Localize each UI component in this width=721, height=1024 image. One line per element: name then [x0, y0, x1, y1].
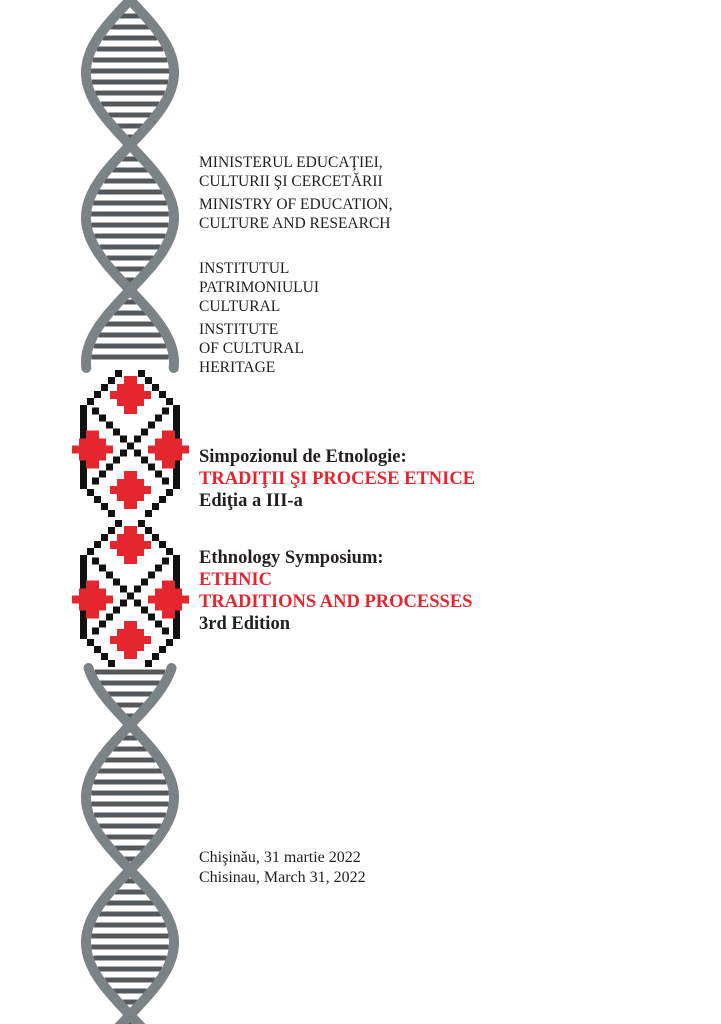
stitch	[92, 628, 99, 635]
stitch	[80, 475, 87, 482]
helix-strands-bottom	[86, 668, 174, 1024]
symposium-ro-label: Simpozionul de Etnologie:	[199, 447, 407, 467]
stitch	[80, 625, 87, 632]
stitch	[92, 408, 99, 415]
stitch	[87, 489, 94, 496]
stitch	[99, 471, 106, 478]
helix-strands-top	[86, 0, 174, 368]
stitch	[120, 586, 127, 593]
stitch	[87, 639, 94, 646]
helix-rung	[97, 47, 164, 52]
red-motif	[110, 391, 151, 399]
stitch	[94, 496, 101, 503]
stitch	[101, 503, 108, 510]
stitch	[120, 436, 127, 443]
stitch	[115, 370, 122, 377]
stitch	[106, 422, 113, 429]
helix-rung	[113, 989, 147, 994]
stitch	[173, 405, 180, 412]
helix-rung	[103, 36, 158, 41]
red-motif	[110, 486, 151, 494]
ministry-en-line1: MINISTRY OF EDUCATION,	[199, 196, 393, 213]
dna-helix-decoration	[0, 0, 190, 1024]
institute-ro-line2: PATRIMONIULUI	[199, 279, 319, 296]
red-motif	[148, 596, 189, 604]
helix-rung	[95, 91, 164, 96]
stitch	[80, 555, 87, 562]
stitch	[99, 565, 106, 572]
helix-rung	[95, 670, 165, 675]
helix-rung	[100, 681, 159, 686]
helix-rung	[94, 923, 166, 928]
stitch	[80, 562, 87, 569]
stitch	[108, 510, 115, 517]
institute-ro-line1: INSTITUTUL	[199, 260, 290, 277]
stitch	[173, 419, 180, 426]
stitch	[148, 572, 155, 579]
stitch	[113, 579, 120, 586]
symposium-en-title-line1: ETHNIC	[199, 570, 272, 590]
stitch	[138, 520, 145, 527]
stitch	[134, 586, 141, 593]
ministry-ro-line1: MINISTERUL EDUCAŢIEI,	[199, 154, 383, 171]
stitch	[173, 482, 180, 489]
stitch	[148, 422, 155, 429]
stitch	[159, 541, 166, 548]
stitch	[173, 475, 180, 482]
stitch	[108, 527, 115, 534]
helix-rung	[98, 190, 163, 195]
stitch	[80, 482, 87, 489]
institute-en-line1: INSTITUTE	[199, 321, 279, 338]
stitch	[87, 548, 94, 555]
date-en: Chisinau, March 31, 2022	[199, 869, 366, 886]
stitch	[99, 415, 106, 422]
stitch	[120, 600, 127, 607]
helix-rung	[92, 80, 168, 85]
helix-rung	[108, 113, 151, 118]
helix-rung	[98, 967, 162, 972]
helix-rung	[107, 256, 153, 261]
helix-rung	[111, 25, 150, 30]
symposium-en-block	[199, 547, 472, 635]
red-motif	[72, 446, 113, 454]
helix-rung	[94, 344, 166, 349]
stitch	[113, 607, 120, 614]
stitch	[162, 408, 169, 415]
stitch	[92, 558, 99, 565]
stitch	[173, 412, 180, 419]
helix-rung	[93, 780, 166, 785]
red-motif	[148, 446, 189, 454]
stitch	[80, 611, 87, 618]
helix-rung	[93, 201, 167, 206]
helix-rung	[114, 311, 146, 316]
helix-rung	[105, 322, 154, 327]
institute-en-line3: HERITAGE	[199, 359, 276, 376]
helix-rung	[117, 124, 142, 129]
stitch	[162, 558, 169, 565]
symposium-en-label: Ethnology Symposium:	[199, 548, 384, 568]
stitch	[141, 579, 148, 586]
stitch	[80, 426, 87, 433]
helix-rung	[116, 267, 145, 272]
symposium-ro-block	[199, 446, 475, 512]
stitch	[127, 593, 134, 600]
stitch	[134, 436, 141, 443]
helix-rung	[100, 245, 161, 250]
stitch	[94, 391, 101, 398]
stitch	[141, 429, 148, 436]
helix-rung	[112, 168, 147, 173]
helix-rung	[99, 333, 162, 338]
stitch	[101, 653, 108, 660]
stitch	[173, 618, 180, 625]
helix-rung	[93, 58, 168, 63]
stitch	[166, 548, 173, 555]
stitch	[166, 398, 173, 405]
stitch	[145, 377, 152, 384]
stitch	[80, 412, 87, 419]
stitch	[101, 534, 108, 541]
stitch	[108, 660, 115, 667]
stitch	[134, 600, 141, 607]
stitch	[120, 450, 127, 457]
helix-rung	[101, 102, 159, 107]
stitch	[106, 572, 113, 579]
stitch	[141, 457, 148, 464]
stitch	[101, 384, 108, 391]
helix-rung	[106, 901, 154, 906]
stitch	[87, 398, 94, 405]
symposium-en-edition: 3rd Edition	[199, 614, 290, 634]
embroidery-ornament	[72, 370, 189, 667]
stitch	[80, 468, 87, 475]
stitch	[162, 478, 169, 485]
stitch	[108, 377, 115, 384]
stitch	[141, 607, 148, 614]
stitch	[173, 569, 180, 576]
helix-rung	[91, 802, 168, 807]
stitch	[173, 562, 180, 569]
stitch	[80, 569, 87, 576]
stitch	[127, 443, 134, 450]
helix-rung	[104, 179, 156, 184]
stitch	[152, 384, 159, 391]
helix-rung	[98, 769, 162, 774]
helix-rung	[93, 956, 166, 961]
red-motif	[110, 636, 151, 644]
stitch	[155, 565, 162, 572]
helix-rung	[91, 934, 168, 939]
helix-rung	[91, 69, 169, 74]
stitch	[145, 510, 152, 517]
stitch	[134, 450, 141, 457]
helix-rung	[108, 692, 153, 697]
stitch	[159, 391, 166, 398]
helix-rung	[94, 234, 165, 239]
helix-rung	[99, 824, 161, 829]
helix-rung	[91, 355, 168, 360]
helix-rung	[99, 912, 161, 917]
stitch	[159, 496, 166, 503]
stitch	[152, 653, 159, 660]
stitch	[166, 489, 173, 496]
stitch	[80, 618, 87, 625]
stitch	[113, 429, 120, 436]
stitch	[80, 576, 87, 583]
stitch	[106, 464, 113, 471]
stitch	[80, 461, 87, 468]
helix-rung	[91, 791, 169, 796]
stitch	[115, 520, 122, 527]
stitch	[80, 405, 87, 412]
helix-rung	[105, 978, 156, 983]
stitch	[106, 614, 113, 621]
date-ro: Chişinău, 31 martie 2022	[199, 849, 361, 866]
stitch	[94, 646, 101, 653]
symposium-en-title-line2: TRADITIONS AND PROCESSES	[199, 592, 473, 612]
stitch	[155, 471, 162, 478]
stitch	[173, 632, 180, 639]
ministry-en-line2: CULTURE AND RESEARCH	[199, 215, 391, 232]
stitch	[113, 457, 120, 464]
helix-rung	[106, 835, 154, 840]
ministry-block	[199, 153, 393, 233]
dates-block	[199, 848, 366, 888]
red-motif	[72, 596, 113, 604]
stitch	[80, 419, 87, 426]
stitch	[92, 478, 99, 485]
stitch	[145, 660, 152, 667]
stitch	[173, 555, 180, 562]
helix-rung	[94, 813, 166, 818]
ministry-ro-line2: CULTURII ŞI CERCETĂRII	[199, 173, 383, 190]
stitch	[173, 625, 180, 632]
stitch	[152, 503, 159, 510]
helix-rung	[91, 945, 169, 950]
helix-rung	[113, 747, 147, 752]
stitch	[145, 527, 152, 534]
helix-rung	[117, 703, 144, 708]
helix-rung	[105, 758, 156, 763]
stitch	[99, 621, 106, 628]
stitch	[155, 415, 162, 422]
symposium-ro-title: TRADIŢII ŞI PROCESE ETNICE	[199, 469, 476, 489]
stitch	[162, 628, 169, 635]
helix-rung	[91, 212, 169, 217]
helix-rung	[92, 223, 169, 228]
stitch	[148, 614, 155, 621]
stitch	[94, 541, 101, 548]
stitch	[155, 621, 162, 628]
helix-rung	[115, 846, 145, 851]
red-motif	[110, 541, 151, 549]
stitch	[166, 639, 173, 646]
institute-en-line2: OF CULTURAL	[199, 340, 304, 357]
helix-rung	[115, 890, 145, 895]
stitch	[148, 464, 155, 471]
stitch	[173, 468, 180, 475]
institute-ro-line3: CULTURAL	[199, 298, 281, 315]
stitch	[138, 370, 145, 377]
symposium-ro-edition: Ediţia a III-a	[199, 491, 303, 511]
stitch	[159, 646, 166, 653]
stitch	[152, 534, 159, 541]
institute-block	[199, 259, 319, 377]
stitch	[80, 632, 87, 639]
